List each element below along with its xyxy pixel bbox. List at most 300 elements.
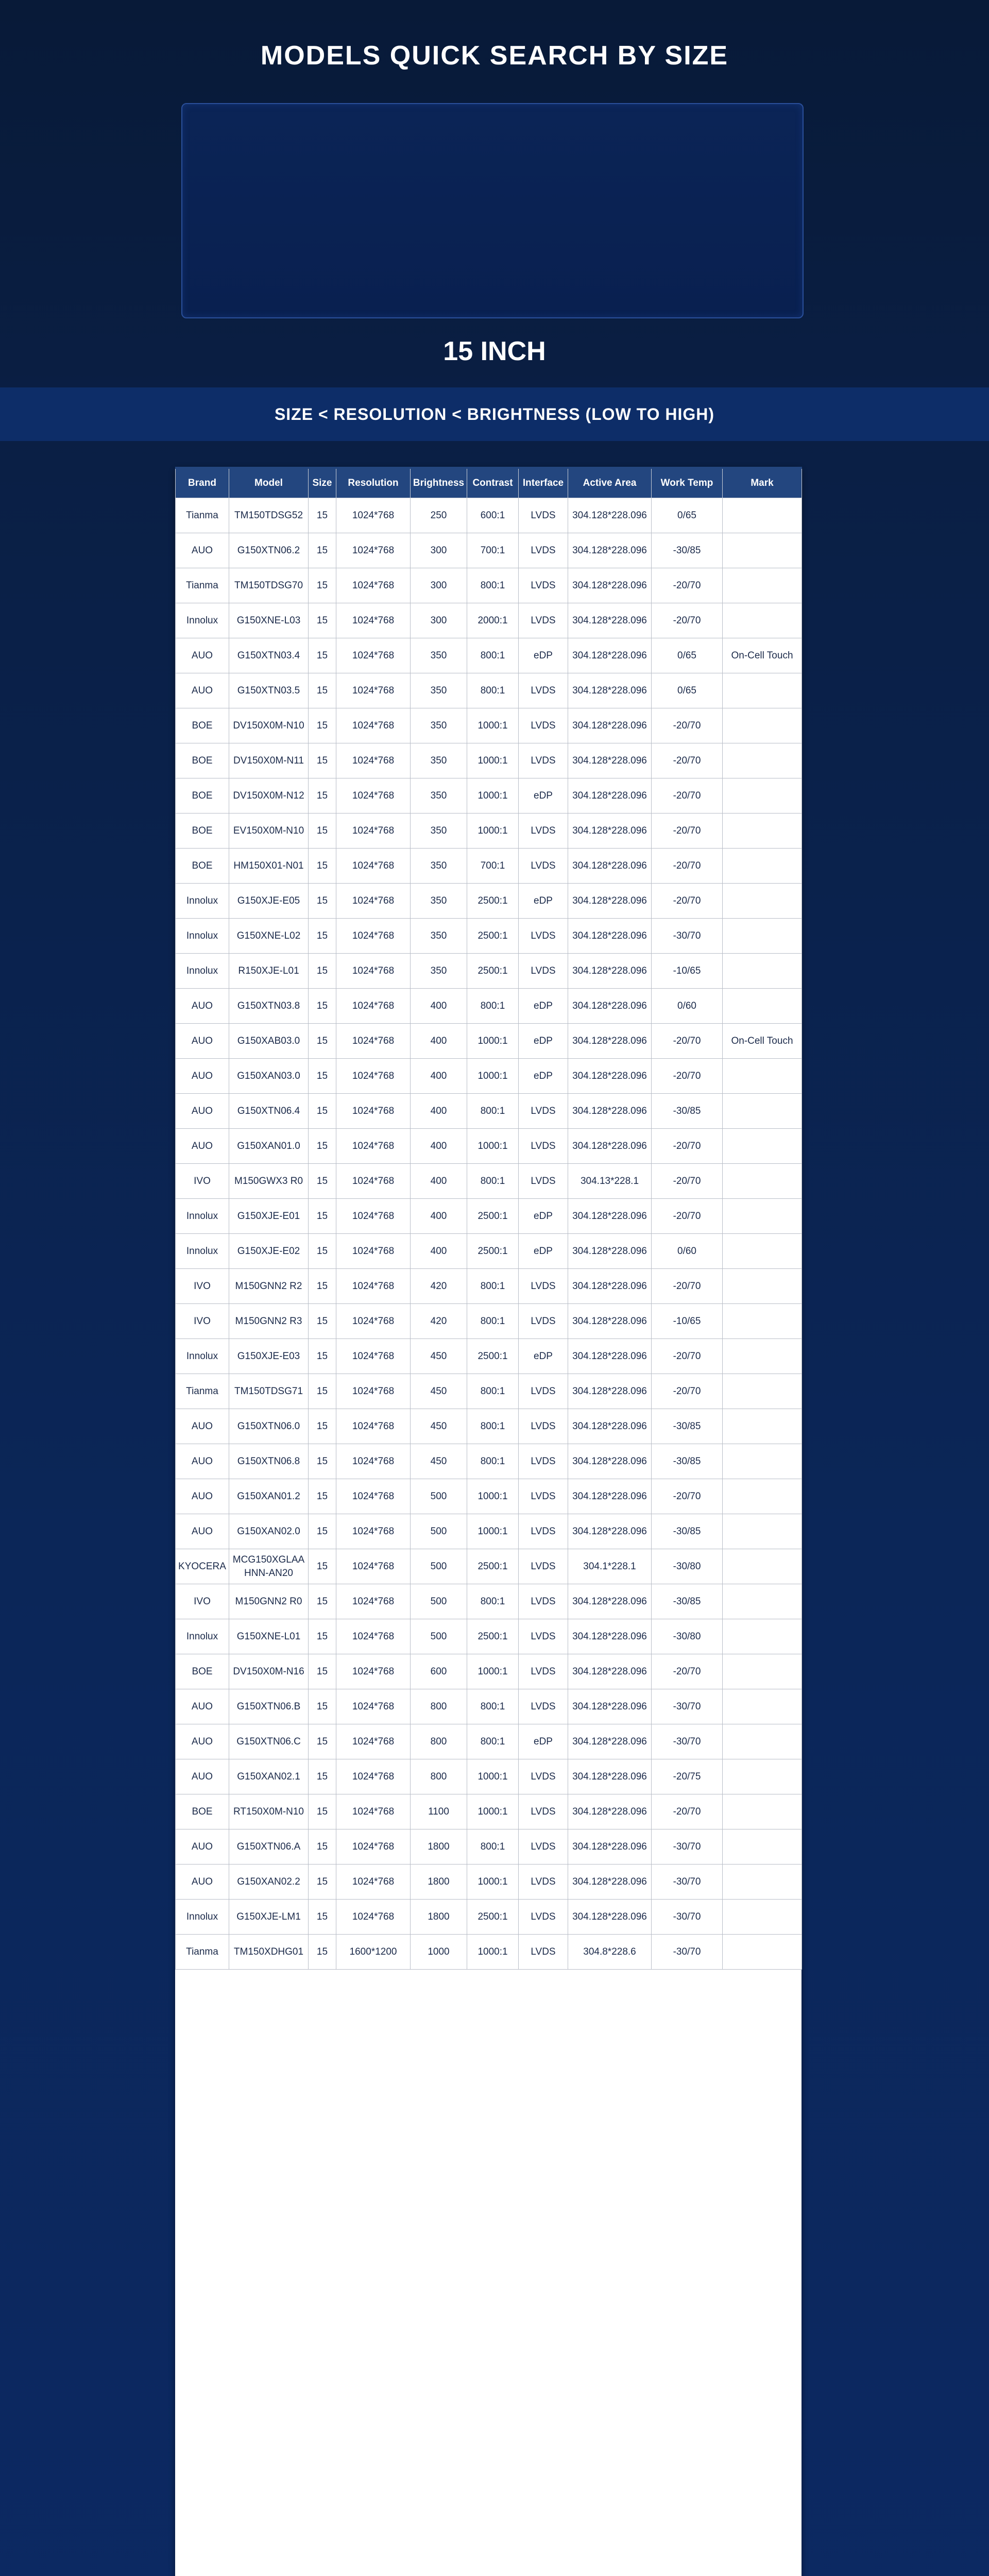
cell-resolution: 1024*768 [336,1654,411,1689]
cell-resolution: 1024*768 [336,1339,411,1374]
cell-model: G150XTN06.0 [229,1409,309,1444]
table-row [176,743,802,778]
cell-contrast: 600:1 [467,498,519,533]
cell-work-temp: -30/85 [652,1444,723,1479]
cell-model: G150XJE-E05 [229,884,309,919]
cell-active-area: 304.128*228.096 [568,1269,652,1304]
cell-contrast: 1000:1 [467,1759,519,1794]
cell-model: G150XNE-L01 [229,1619,309,1654]
cell-brightness: 500 [411,1549,467,1584]
cell-work-temp: -20/70 [652,1374,723,1409]
cell-contrast: 1000:1 [467,1865,519,1900]
cell-brand: BOE [176,849,229,884]
cell-mark [723,1794,802,1829]
cell-brightness: 420 [411,1304,467,1339]
cell-size: 15 [309,1304,336,1339]
cell-brightness: 300 [411,603,467,638]
cell-interface: LVDS [519,814,568,849]
cell-contrast: 800:1 [467,1304,519,1339]
cell-active-area: 304.128*228.096 [568,1374,652,1409]
cell-model: TM150TDSG52 [229,498,309,533]
cell-active-area: 304.128*228.096 [568,568,652,603]
cell-contrast: 1000:1 [467,1935,519,1970]
col-header-active-area: Active Area [568,468,652,498]
cell-brand: BOE [176,708,229,743]
cell-interface: eDP [519,884,568,919]
cell-interface: LVDS [519,1129,568,1164]
cell-brand: AUO [176,638,229,673]
cell-resolution: 1024*768 [336,814,411,849]
cell-contrast: 1000:1 [467,1059,519,1094]
cell-brightness: 400 [411,1164,467,1199]
cell-size: 15 [309,1654,336,1689]
cell-active-area: 304.128*228.096 [568,1514,652,1549]
cell-contrast: 800:1 [467,1164,519,1199]
cell-interface: LVDS [519,1935,568,1970]
cell-model: G150XJE-E03 [229,1339,309,1374]
cell-resolution: 1024*768 [336,1689,411,1724]
cell-brand: IVO [176,1269,229,1304]
table-row [176,1900,802,1935]
cell-size: 15 [309,814,336,849]
cell-brand: AUO [176,1759,229,1794]
cell-work-temp: -20/70 [652,884,723,919]
cell-resolution: 1024*768 [336,1584,411,1619]
table-row [176,1094,802,1129]
cell-brightness: 350 [411,814,467,849]
cell-resolution: 1024*768 [336,1269,411,1304]
table-row [176,1339,802,1374]
cell-brand: Innolux [176,603,229,638]
table-row [176,1374,802,1409]
cell-model: G150XAN01.0 [229,1129,309,1164]
cell-brightness: 1800 [411,1865,467,1900]
cell-model: DV150X0M-N10 [229,708,309,743]
table-row [176,1409,802,1444]
cell-brand: BOE [176,743,229,778]
cell-interface: LVDS [519,919,568,954]
cell-active-area: 304.128*228.096 [568,1339,652,1374]
cell-brand: IVO [176,1304,229,1339]
cell-model: G150XTN06.2 [229,533,309,568]
cell-interface: LVDS [519,708,568,743]
cell-brand: BOE [176,1654,229,1689]
cell-brightness: 400 [411,1024,467,1059]
cell-resolution: 1024*768 [336,1865,411,1900]
cell-size: 15 [309,1094,336,1129]
cell-active-area: 304.128*228.096 [568,814,652,849]
cell-mark [723,814,802,849]
cell-model: MCG150XGLAA HNN-AN20 [229,1549,309,1584]
cell-interface: LVDS [519,1409,568,1444]
cell-work-temp: -20/70 [652,1129,723,1164]
cell-brightness: 350 [411,919,467,954]
cell-brightness: 450 [411,1374,467,1409]
cell-brightness: 500 [411,1584,467,1619]
cell-mark [723,1339,802,1374]
cell-work-temp: -30/70 [652,1900,723,1935]
table-row [176,778,802,814]
table-row [176,1199,802,1234]
cell-model: G150XTN06.A [229,1829,309,1865]
cell-work-temp: -30/70 [652,919,723,954]
cell-interface: LVDS [519,1269,568,1304]
cell-model: G150XAN03.0 [229,1059,309,1094]
table-row [176,1689,802,1724]
cell-interface: eDP [519,1234,568,1269]
cell-brand: AUO [176,1024,229,1059]
cell-interface: LVDS [519,1374,568,1409]
cell-brand: AUO [176,989,229,1024]
cell-active-area: 304.128*228.096 [568,1584,652,1619]
cell-interface: LVDS [519,673,568,708]
cell-brand: KYOCERA [176,1549,229,1584]
cell-mark [723,708,802,743]
cell-size: 15 [309,1129,336,1164]
cell-brand: BOE [176,1794,229,1829]
col-header-mark: Mark [723,468,802,498]
cell-size: 15 [309,1829,336,1865]
cell-contrast: 800:1 [467,1829,519,1865]
cell-brand: AUO [176,1829,229,1865]
cell-model: HM150X01-N01 [229,849,309,884]
cell-interface: LVDS [519,849,568,884]
cell-work-temp: 0/60 [652,1234,723,1269]
cell-active-area: 304.128*228.096 [568,673,652,708]
cell-work-temp: -30/70 [652,1865,723,1900]
cell-active-area: 304.128*228.096 [568,1619,652,1654]
cell-resolution: 1024*768 [336,1024,411,1059]
table-row [176,1129,802,1164]
cell-brand: AUO [176,1865,229,1900]
cell-mark [723,989,802,1024]
cell-size: 15 [309,1374,336,1409]
cell-work-temp: -20/70 [652,814,723,849]
table-row [176,884,802,919]
cell-brightness: 1000 [411,1935,467,1970]
cell-resolution: 1024*768 [336,1829,411,1865]
cell-model: G150XTN06.C [229,1724,309,1759]
cell-mark [723,743,802,778]
cell-model: M150GNN2 R2 [229,1269,309,1304]
cell-active-area: 304.128*228.096 [568,778,652,814]
cell-model: M150GWX3 R0 [229,1164,309,1199]
cell-brand: AUO [176,1059,229,1094]
cell-contrast: 1000:1 [467,814,519,849]
cell-interface: LVDS [519,1829,568,1865]
cell-model: G150XAN02.0 [229,1514,309,1549]
cell-work-temp: -20/70 [652,743,723,778]
cell-brightness: 350 [411,708,467,743]
cell-resolution: 1024*768 [336,1479,411,1514]
table-row [176,1059,802,1094]
cell-brightness: 300 [411,533,467,568]
cell-work-temp: -20/70 [652,778,723,814]
cell-contrast: 700:1 [467,533,519,568]
cell-work-temp: -30/70 [652,1935,723,1970]
table-row [176,1269,802,1304]
cell-brand: Innolux [176,954,229,989]
cell-contrast: 1000:1 [467,708,519,743]
cell-interface: LVDS [519,1794,568,1829]
table-row [176,1865,802,1900]
cell-contrast: 800:1 [467,673,519,708]
cell-contrast: 800:1 [467,638,519,673]
cell-active-area: 304.128*228.096 [568,1865,652,1900]
cell-work-temp: -20/70 [652,1269,723,1304]
cell-contrast: 1000:1 [467,1794,519,1829]
cell-brightness: 1100 [411,1794,467,1829]
table-row [176,673,802,708]
cell-active-area: 304.13*228.1 [568,1164,652,1199]
cell-brightness: 300 [411,568,467,603]
cell-work-temp: -20/70 [652,1024,723,1059]
cell-work-temp: -30/85 [652,533,723,568]
cell-contrast: 800:1 [467,1724,519,1759]
cell-mark [723,1269,802,1304]
cell-brand: Innolux [176,1619,229,1654]
cell-work-temp: -30/70 [652,1829,723,1865]
cell-resolution: 1024*768 [336,638,411,673]
cell-resolution: 1024*768 [336,1374,411,1409]
cell-active-area: 304.128*228.096 [568,708,652,743]
cell-model: G150XAN02.2 [229,1865,309,1900]
cell-brightness: 350 [411,884,467,919]
cell-resolution: 1024*768 [336,954,411,989]
sort-order-bar [0,387,989,441]
cell-contrast: 800:1 [467,1444,519,1479]
cell-size: 15 [309,1619,336,1654]
cell-interface: eDP [519,778,568,814]
cell-interface: LVDS [519,1584,568,1619]
cell-size: 15 [309,498,336,533]
cell-interface: LVDS [519,1164,568,1199]
cell-size: 15 [309,708,336,743]
cell-resolution: 1600*1200 [336,1935,411,1970]
cell-mark [723,1619,802,1654]
cell-mark [723,919,802,954]
cell-active-area: 304.128*228.096 [568,884,652,919]
cell-size: 15 [309,1759,336,1794]
cell-brand: AUO [176,1444,229,1479]
cell-interface: LVDS [519,1444,568,1479]
cell-brightness: 500 [411,1619,467,1654]
cell-mark [723,1935,802,1970]
cell-work-temp: -10/65 [652,954,723,989]
cell-brand: AUO [176,1514,229,1549]
cell-mark [723,498,802,533]
cell-active-area: 304.128*228.096 [568,1654,652,1689]
size-heading: 15 INCH [443,336,546,366]
cell-interface: LVDS [519,603,568,638]
cell-size: 15 [309,1199,336,1234]
cell-resolution: 1024*768 [336,778,411,814]
cell-contrast: 2500:1 [467,1900,519,1935]
cell-brightness: 1800 [411,1900,467,1935]
cell-mark: On-Cell Touch [723,638,802,673]
table-row [176,638,802,673]
table-row [176,1304,802,1339]
cell-model: G150XJE-E01 [229,1199,309,1234]
cell-resolution: 1024*768 [336,1304,411,1339]
col-header-model: Model [229,468,309,498]
cell-size: 15 [309,1865,336,1900]
cell-brightness: 800 [411,1724,467,1759]
cell-work-temp: 0/65 [652,638,723,673]
cell-model: G150XAB03.0 [229,1024,309,1059]
cell-resolution: 1024*768 [336,533,411,568]
cell-contrast: 800:1 [467,1584,519,1619]
col-header-interface: Interface [519,468,568,498]
cell-active-area: 304.128*228.096 [568,849,652,884]
table-row [176,1759,802,1794]
cell-size: 15 [309,1479,336,1514]
table-row [176,498,802,533]
cell-contrast: 1000:1 [467,743,519,778]
cell-interface: eDP [519,1199,568,1234]
cell-size: 15 [309,1444,336,1479]
cell-resolution: 1024*768 [336,849,411,884]
cell-contrast: 2500:1 [467,1339,519,1374]
cell-contrast: 800:1 [467,568,519,603]
table-row [176,1584,802,1619]
cell-model: G150XTN03.8 [229,989,309,1024]
cell-mark [723,673,802,708]
cell-brightness: 800 [411,1689,467,1724]
cell-contrast: 2500:1 [467,919,519,954]
cell-mark [723,1724,802,1759]
cell-brightness: 250 [411,498,467,533]
cell-active-area: 304.128*228.096 [568,1829,652,1865]
cell-brand: Tianma [176,498,229,533]
cell-model: DV150X0M-N16 [229,1654,309,1689]
cell-resolution: 1024*768 [336,1199,411,1234]
cell-work-temp: -20/70 [652,568,723,603]
cell-brand: AUO [176,673,229,708]
table-row [176,1794,802,1829]
cell-interface: eDP [519,1724,568,1759]
table-row [176,603,802,638]
cell-contrast: 800:1 [467,1269,519,1304]
cell-resolution: 1024*768 [336,989,411,1024]
cell-mark [723,1759,802,1794]
cell-size: 15 [309,1059,336,1094]
cell-size: 15 [309,743,336,778]
col-header-brand: Brand [176,468,229,498]
cell-size: 15 [309,1514,336,1549]
cell-resolution: 1024*768 [336,708,411,743]
cell-mark [723,1689,802,1724]
cell-contrast: 800:1 [467,1409,519,1444]
cell-size: 15 [309,919,336,954]
cell-brightness: 400 [411,1094,467,1129]
cell-model: G150XNE-L03 [229,603,309,638]
cell-work-temp: -30/80 [652,1619,723,1654]
cell-size: 15 [309,638,336,673]
cell-interface: eDP [519,638,568,673]
cell-brightness: 350 [411,673,467,708]
cell-size: 15 [309,884,336,919]
cell-mark [723,1129,802,1164]
cell-brightness: 400 [411,989,467,1024]
cell-work-temp: -30/80 [652,1549,723,1584]
cell-resolution: 1024*768 [336,673,411,708]
cell-work-temp: 0/60 [652,989,723,1024]
cell-brightness: 450 [411,1444,467,1479]
cell-resolution: 1024*768 [336,1234,411,1269]
cell-brightness: 400 [411,1129,467,1164]
cell-active-area: 304.1*228.1 [568,1549,652,1584]
cell-active-area: 304.128*228.096 [568,1900,652,1935]
cell-size: 15 [309,1935,336,1970]
cell-contrast: 1000:1 [467,1024,519,1059]
cell-size: 15 [309,1339,336,1374]
cell-work-temp: -20/75 [652,1759,723,1794]
cell-contrast: 2500:1 [467,1234,519,1269]
table-row [176,1514,802,1549]
cell-brand: Innolux [176,1900,229,1935]
cell-size: 15 [309,1900,336,1935]
cell-mark [723,1514,802,1549]
table-row [176,919,802,954]
hero-banner [181,103,804,318]
cell-mark [723,1094,802,1129]
cell-active-area: 304.128*228.096 [568,1689,652,1724]
cell-brand: IVO [176,1584,229,1619]
cell-resolution: 1024*768 [336,1514,411,1549]
cell-work-temp: -30/85 [652,1514,723,1549]
cell-brightness: 400 [411,1234,467,1269]
cell-mark [723,1199,802,1234]
cell-brightness: 600 [411,1654,467,1689]
cell-contrast: 2500:1 [467,1199,519,1234]
cell-brightness: 350 [411,849,467,884]
cell-work-temp: -20/70 [652,1654,723,1689]
cell-active-area: 304.128*228.096 [568,954,652,989]
cell-model: R150XJE-L01 [229,954,309,989]
table-row [176,1444,802,1479]
cell-resolution: 1024*768 [336,568,411,603]
cell-interface: LVDS [519,1759,568,1794]
cell-model: TM150XDHG01 [229,1935,309,1970]
cell-size: 15 [309,1024,336,1059]
table-row [176,1549,802,1584]
table-row [176,954,802,989]
cell-interface: LVDS [519,1900,568,1935]
cell-resolution: 1024*768 [336,1129,411,1164]
table-row [176,1164,802,1199]
table-row [176,849,802,884]
cell-work-temp: 0/65 [652,498,723,533]
cell-mark [723,1865,802,1900]
cell-active-area: 304.128*228.096 [568,1304,652,1339]
cell-mark [723,1549,802,1584]
cell-model: TM150TDSG70 [229,568,309,603]
cell-mark [723,1584,802,1619]
cell-brightness: 350 [411,638,467,673]
cell-brand: AUO [176,1479,229,1514]
cell-mark [723,954,802,989]
cell-work-temp: -20/70 [652,1199,723,1234]
cell-active-area: 304.128*228.096 [568,533,652,568]
cell-work-temp: -20/70 [652,1339,723,1374]
cell-resolution: 1024*768 [336,1549,411,1584]
cell-active-area: 304.8*228.6 [568,1935,652,1970]
cell-active-area: 304.128*228.096 [568,1759,652,1794]
cell-mark [723,568,802,603]
cell-model: G150XTN06.4 [229,1094,309,1129]
cell-resolution: 1024*768 [336,498,411,533]
